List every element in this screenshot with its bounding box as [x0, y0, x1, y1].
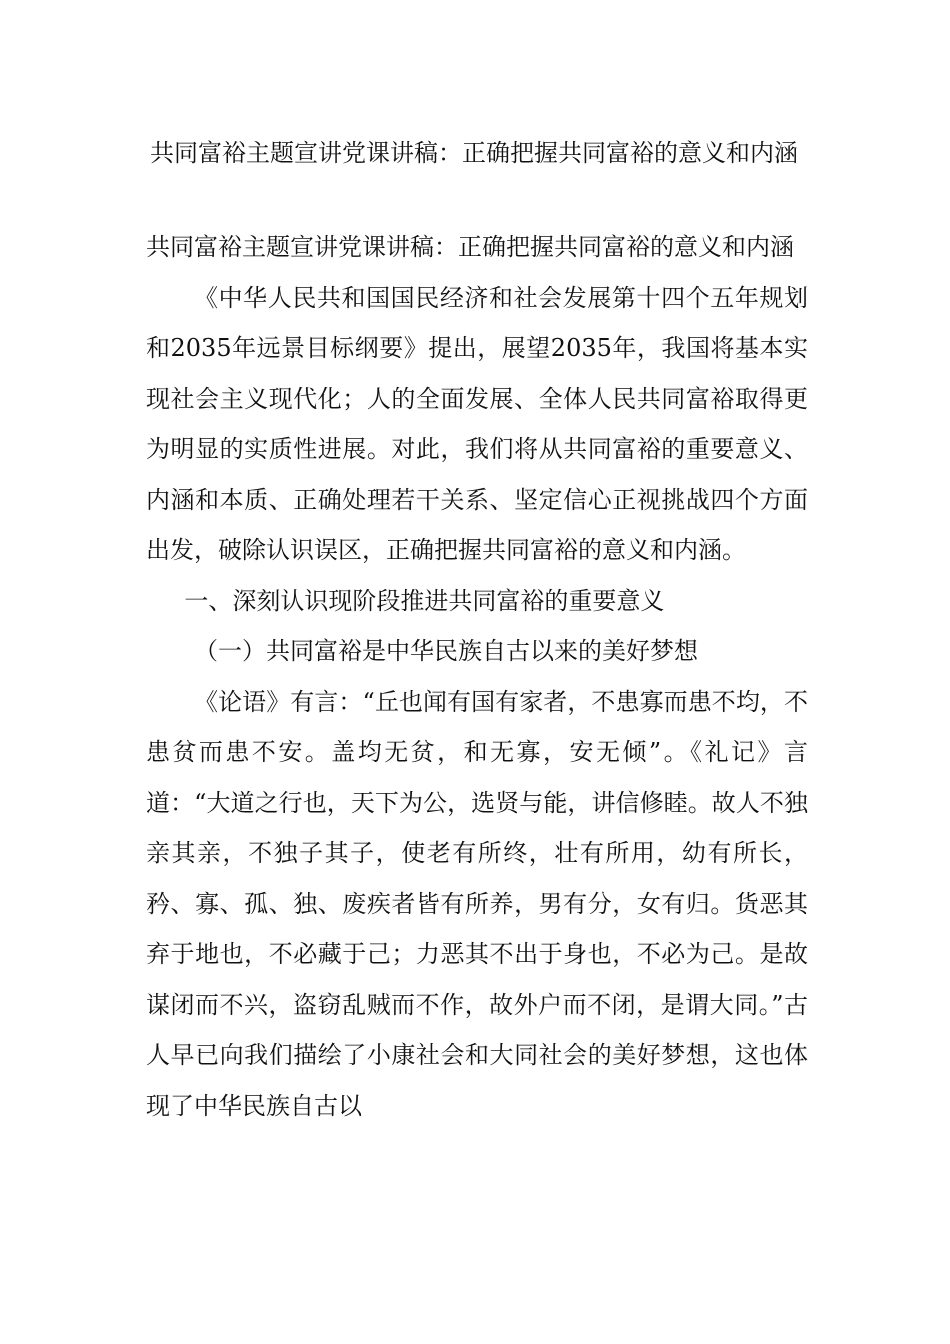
document-title: 共同富裕主题宣讲党课讲稿：正确把握共同富裕的意义和内涵 [150, 139, 798, 167]
subtitle-paragraph: 共同富裕主题宣讲党课讲稿：正确把握共同富裕的意义和内涵 [146, 233, 794, 261]
document-body [146, 222, 808, 1131]
section-heading: 一、深刻认识现阶段推进共同富裕的重要意义 [184, 586, 665, 615]
subsection-heading: （一）共同富裕是中华民族自古以来的美好梦想 [194, 637, 698, 665]
body-paragraph: 《论语》有言：“丘也闻有国有家者，不患寡而患不均，不患贫而患不安。盖均无贫，和无寡，安无倾”。《礼记》言道：“大道之行也，天下为公，选贤与能，讲信修睦。故人不独亲其亲，不独子其子，使老有所终，壮有所用，幼有所长，矜、寡、孤、独、废疾者皆有所养，男有分，女有归。货恶其弃于地也，不必藏于己；力恶其不出于身也，不必为己。是故谋闭而不兴，盗窃乱贼而不作，故外户而不闭，是谓大同。”古人早已向我们描绘了小康社会和大同社会的美好梦想，这也体现了中华民族自古以 [146, 687, 808, 1120]
intro-paragraph: 《中华人民共和国国民经济和社会发展第十四个五年规划和2035年远景目标纲要》提出，展望2035年，我国将基本实现社会主义现代化；人的全面发展、全体人民共同富裕取得更为明显的实质性进展。对此，我们将从共同富裕的重要意义、内涵和本质、正确处理若干关系、坚定信心正视挑战四个方面出发，破除认识误区，正确把握共同富裕的意义和内涵。 [146, 283, 808, 564]
